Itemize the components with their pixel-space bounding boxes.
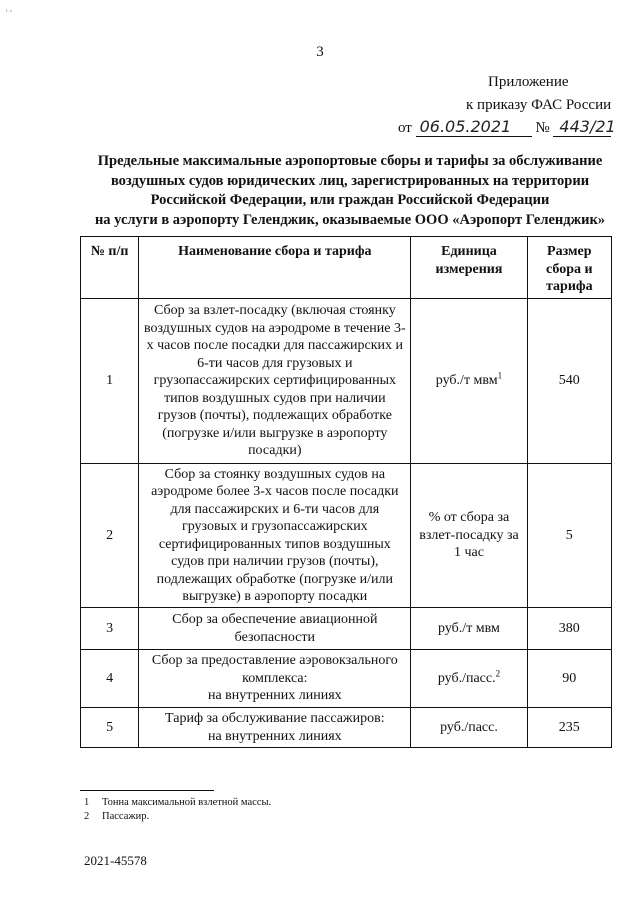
number-label: № [535,120,550,136]
row-num: 3 [81,608,139,650]
from-label: от [398,120,412,136]
row-num: 4 [81,650,139,708]
row-name: Сбор за обеспечение авиационной безопасности [139,608,411,650]
row-name: Сбор за стоянку воздушных судов на аэродроме более 3-х часов после посадки для пассажирских и 6-ти часов для грузовых и грузопассажирских сертифицированных типов воздушных судов при наличии грузов (почты), подлежащих обработке (погрузке и/или выгрузке) в аэропорту посадки [139,464,411,608]
page-number: 3 [316,44,324,60]
row-unit: руб./т мвм [411,608,527,650]
appendix-title: Приложение [488,74,569,90]
footnote-number: 2 [84,811,90,822]
header-unit: Единица измерения [411,237,527,299]
table-header-row [81,237,612,299]
handwritten-date: 06.05.2021 [416,118,532,137]
row-size: 235 [527,708,611,748]
row-unit: руб./т мвм$^1$ [411,299,527,464]
row-name-line: Сбор за предоставление аэровокзального комплекса: [151,653,398,686]
footnote-divider [80,790,214,791]
row-num: 2 [81,464,139,608]
scan-corner-mark: ᴸ ᵉ [6,8,13,16]
row-size: 540 [527,299,611,464]
row-name: Сбор за взлет-посадку (включая стоянку воздушных судов на аэродроме в течение 3-х часов после посадки для пассажирских и 6-ти часов для грузовых и грузопассажирских сертифицированных типов воздушных судов при наличии грузов (почты), подлежащих обработке (погрузке и/или выгрузке в аэропорту посадки) [139,299,411,464]
row-num: 5 [81,708,139,748]
order-date-number-line [398,117,616,137]
tariff-table [80,236,612,748]
row-size: 90 [527,650,611,708]
title-line: на услуги в аэропорту Геленджик, оказываемые ООО «Аэропорт Геленджик» [94,211,606,228]
footnote-number: 1 [84,797,90,808]
row-name [139,708,411,748]
footnote-ref: 2 [495,668,501,679]
row-size: 5 [527,464,611,608]
order-reference: к приказу ФАС России [466,97,612,113]
row-unit: руб./пасс. [411,708,527,748]
row-size: 380 [527,608,611,650]
title-line: Предельные максимальные аэропортовые сборы и тарифы за обслуживание [97,153,603,169]
table-row [81,299,612,464]
row-name [139,650,411,708]
row-unit: % от сбора за взлет-посадку за 1 час [411,464,527,608]
table-row [81,608,612,650]
table-row [81,708,612,748]
table-row [81,650,612,708]
row-num: 1 [81,299,139,464]
header-name: Наименование сбора и тарифа [139,237,411,299]
row-name-subline: на внутренних линиях [207,688,342,704]
footnote-text: Пассажир. [102,811,150,822]
row-unit: руб./пасс.$^2$ [411,650,527,708]
table-row [81,464,612,608]
title-line: воздушных судов юридических лиц, зарегистрированных на территории [110,172,590,189]
handwritten-order-number: 443/21 [553,118,611,137]
footnote [84,811,149,822]
row-name-subline: на внутренних линиях [207,728,342,744]
footnote-text: Тонна максимальной взлетной массы. [102,797,272,808]
header-num: № п/п [81,237,139,299]
title-line: Российской Федерации, или граждан Российской Федерации [150,192,550,208]
footnote [84,797,271,808]
document-code: 2021-45578 [84,853,147,868]
footnote-ref: 1 [497,370,503,381]
document-title [70,152,630,230]
header-size: Размер сбора и тарифа [527,237,611,299]
row-name-line: Тариф за обслуживание пассажиров: [165,711,385,726]
